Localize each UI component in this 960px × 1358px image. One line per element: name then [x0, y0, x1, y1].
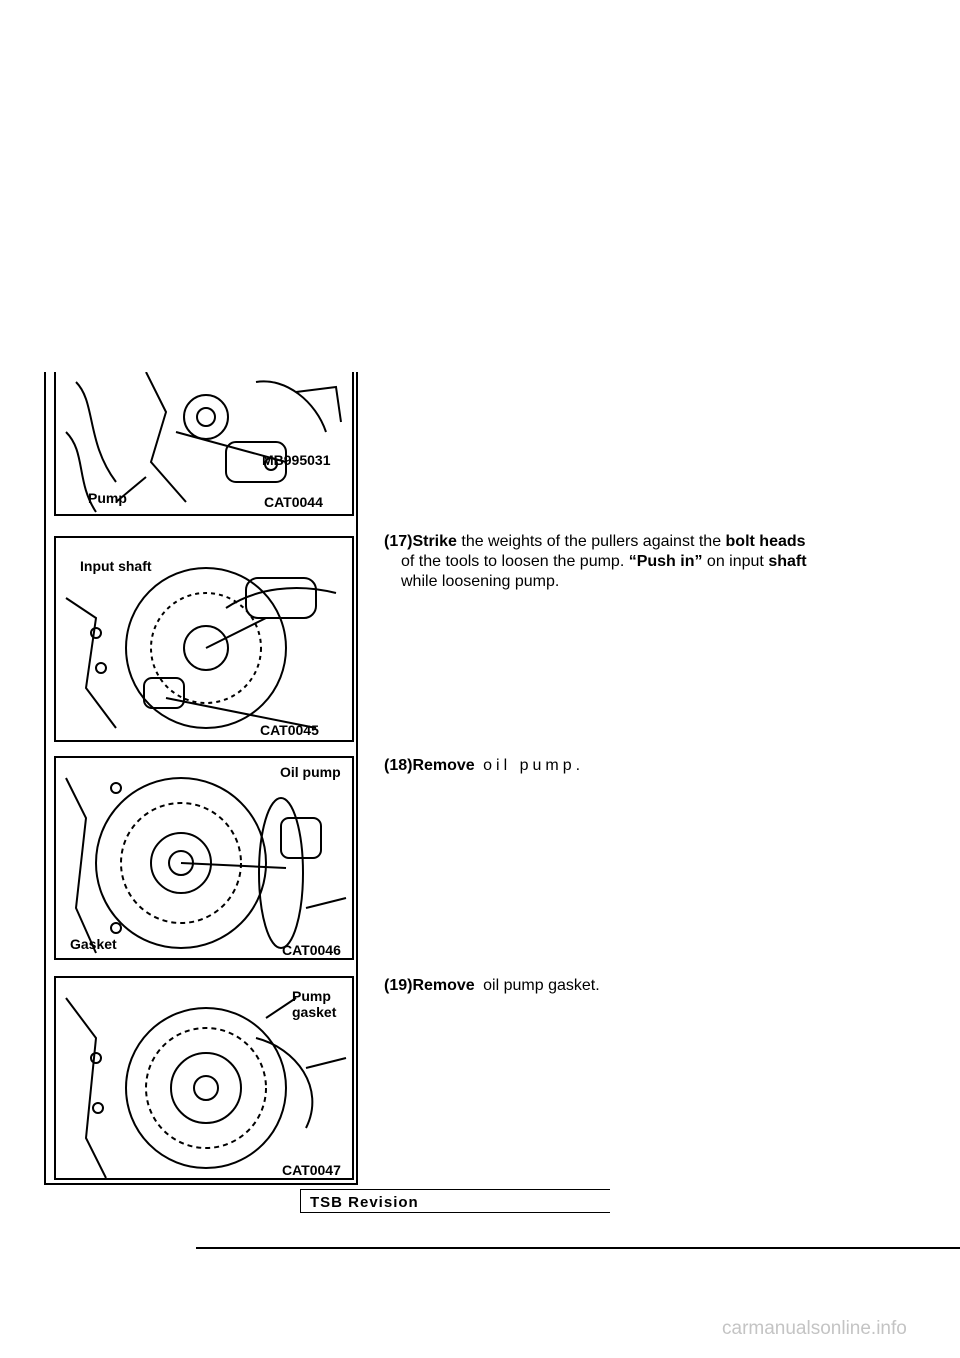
- step-17-emph-shaft: shaft: [768, 553, 807, 570]
- tsb-box-left-rule: [300, 1189, 301, 1213]
- step-19: [384, 976, 884, 996]
- figure-pump-gasket: [54, 976, 354, 1180]
- step-17-emph-bolt-heads: bolt heads: [725, 533, 806, 550]
- step-17-emph-push-in: “Push in”: [628, 553, 703, 570]
- step-17-line3: while loosening pump.: [401, 573, 560, 590]
- step-19-number: (19): [384, 977, 413, 994]
- step-18-number: (18): [384, 757, 413, 774]
- label-mb995031: MB995031: [262, 452, 331, 468]
- label-gasket: gasket: [292, 1004, 337, 1020]
- step-18-verb: Remove: [412, 757, 475, 774]
- right-column-rule: [356, 372, 358, 1184]
- figure-code-cat0047: CAT0047: [282, 1162, 341, 1178]
- tsb-box-bottom-rule: [300, 1212, 610, 1213]
- figure-pump-puller: [54, 372, 354, 516]
- tsb-revision-label: TSB Revision: [310, 1194, 419, 1211]
- step-17-line2a: of the tools to loosen the pump.: [401, 553, 629, 570]
- step-17-line2b: on input: [702, 553, 769, 570]
- step-19-verb: Remove: [412, 977, 475, 994]
- label-pump: Pump: [292, 988, 331, 1004]
- left-column-outer-rule: [44, 372, 46, 1184]
- oil-pump-illustration: [56, 758, 352, 958]
- step-19-text: oil pump gasket.: [483, 977, 600, 994]
- label-input-shaft: Input shaft: [80, 558, 152, 574]
- figure-code-cat0044: CAT0044: [264, 494, 323, 510]
- step-17: [384, 532, 884, 592]
- step-17-verb: Strike: [412, 533, 457, 550]
- step-17-line1: the weights of the pullers against the: [456, 533, 726, 550]
- page-bottom-rule: [196, 1247, 960, 1249]
- watermark-text: carmanualsonline.info: [722, 1318, 907, 1339]
- tsb-box-top-rule: [300, 1189, 610, 1190]
- label-oil-pump: Oil pump: [280, 764, 341, 780]
- figure-oil-pump-removal: [54, 756, 354, 960]
- bottom-rule: [44, 1183, 358, 1185]
- step-18-text: oil pump.: [483, 757, 585, 774]
- step-18: [384, 756, 884, 776]
- step-17-number: (17): [384, 533, 413, 550]
- figure-code-cat0045: CAT0045: [260, 722, 319, 738]
- label-pump: Pump: [88, 490, 127, 506]
- figure-code-cat0046: CAT0046: [282, 942, 341, 958]
- label-gasket: Gasket: [70, 936, 117, 952]
- figure-input-shaft: [54, 536, 354, 742]
